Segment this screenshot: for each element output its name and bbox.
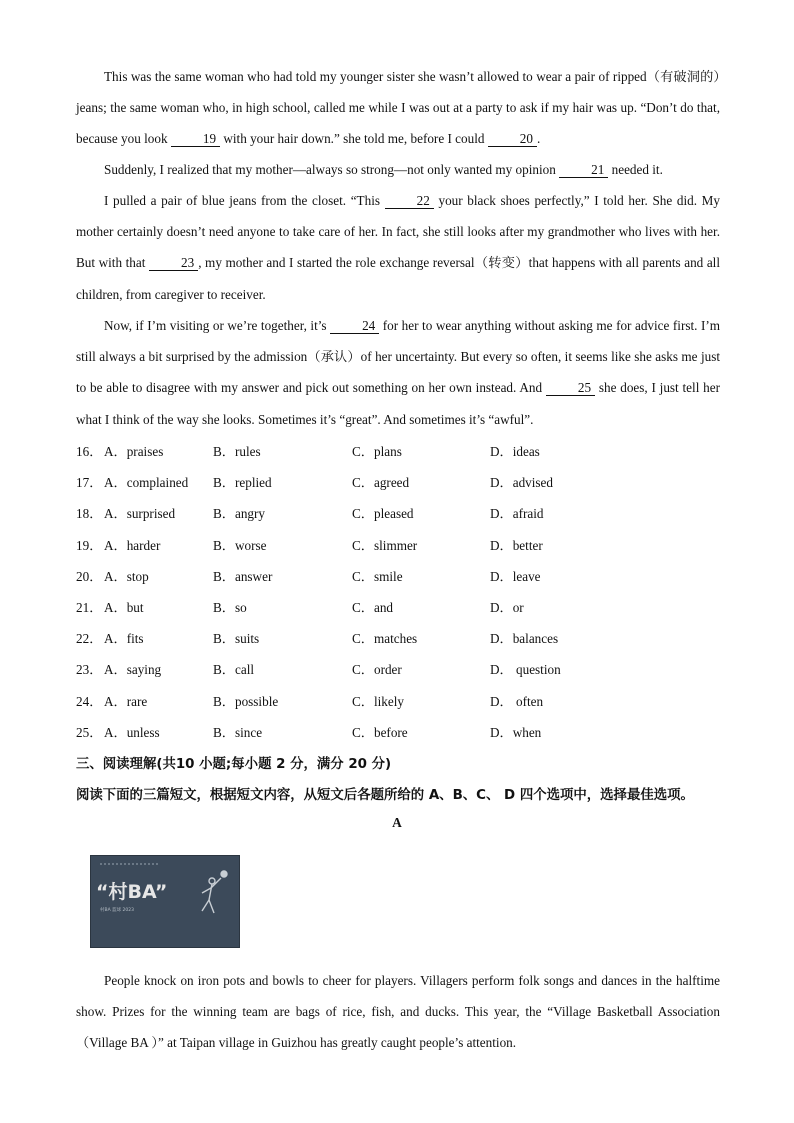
p2-text-1: Suddenly, I realized that my mother—always so strong—not only wanted my opinion: [104, 162, 560, 177]
option-a: A．surprised: [104, 506, 176, 522]
question-19: [76, 530, 720, 561]
option-d: D．when: [490, 724, 542, 740]
option-b: B．replied: [213, 475, 272, 491]
question-20: [76, 561, 720, 592]
passage-paragraph-1: [76, 61, 720, 155]
question-number: 21．: [76, 599, 103, 615]
blank-25: 25: [546, 381, 595, 396]
blank-19: 19: [171, 132, 220, 147]
option-d: D．advised: [490, 475, 553, 491]
option-d: D．better: [490, 537, 543, 553]
option-a: A．praises: [104, 444, 164, 459]
basketball-icon: [221, 871, 227, 877]
village-ba-photo-graphic: [90, 855, 240, 948]
option-c: C．plans: [352, 444, 402, 459]
option-d: D．leave: [490, 568, 541, 584]
blank-22: 22: [385, 194, 434, 209]
question-number: 18．: [76, 506, 103, 522]
p4-text-2: for her to wear anything without asking me for advice first. I’m still always a bit surprised by the admission（承认）of her uncertainty. But every so often, it seems like she asks me just to be able to disagree with my answer and pick out something on her own instead. And: [76, 318, 721, 396]
option-b: B．possible: [213, 693, 279, 709]
blank-24: 24: [330, 319, 379, 334]
option-c: C．pleased: [352, 506, 414, 522]
p1-text-1: This was the same woman who had told my younger sister she wasn’t allowed to wear a pair of ripped（有破洞的）jeans; the same woman who, in high school, called me while I was out at a party to ask if my hair was up. “Don’t do that, because you look: [76, 69, 720, 147]
option-c: C．slimmer: [352, 537, 418, 553]
passage-paragraph-2: [76, 154, 720, 185]
option-b: B．so: [213, 599, 247, 615]
passage-a-label: A: [392, 815, 402, 830]
option-b: B．answer: [213, 568, 273, 584]
question-25: [76, 717, 720, 748]
passage-a-text: People knock on iron pots and bowls to cheer for players. Villagers perform folk songs and dances in the halftime show. Prizes for the winning team are bags of rice, fish, and ducks. This year, the “Village Basketball Association （Village BA ）” at Taipan village in Guizhou has greatly caught people’s attention.: [76, 973, 720, 1051]
option-b: B．call: [213, 662, 255, 678]
fine-print: 村BA 篮球 2023: [100, 908, 134, 913]
option-d: D． often: [490, 693, 544, 709]
option-c: C．agreed: [352, 475, 410, 491]
option-c: C．order: [352, 662, 402, 678]
option-a: A．rare: [104, 693, 148, 709]
option-d: D． question: [490, 662, 561, 678]
option-b: B．suits: [213, 631, 260, 647]
option-a: A．harder: [104, 537, 161, 553]
question-number: 19．: [76, 537, 103, 553]
option-c: C．and: [352, 599, 394, 615]
passage-paragraph-4: [76, 310, 720, 435]
question-number: 17．: [76, 475, 103, 491]
question-number: 22．: [76, 631, 103, 647]
p4-text-1: Now, if I’m visiting or we’re together, it’s: [104, 318, 331, 333]
question-number: 23．: [76, 662, 103, 678]
blank-23: 23: [149, 256, 198, 271]
p3-text-3: , my mother and I started the role exchange reversal（转变）that happens with all parents and all children, from caregiver to receiver.: [76, 255, 721, 302]
question-17: [76, 467, 720, 498]
question-16: [76, 436, 720, 467]
blank-21: 21: [559, 163, 608, 178]
option-c: C．before: [352, 724, 408, 740]
option-c: C．smile: [352, 568, 403, 584]
section-3-title: 三、阅读理解(共10 小题;每小题 2 分，满分 20 分): [76, 757, 392, 772]
option-a: A．unless: [104, 724, 160, 740]
p2-text-2: needed it.: [608, 162, 663, 177]
question-21: [76, 592, 720, 623]
p1-text-3: .: [536, 131, 541, 147]
question-18: [76, 498, 720, 529]
village-ba-photo: [90, 855, 240, 948]
options-list: [76, 436, 720, 748]
p3-text-1: I pulled a pair of blue jeans from the closet. “This: [104, 193, 385, 208]
logo-text: “村BA”: [96, 881, 168, 903]
p4-text-3: she does, I just tell her what I think of the way she looks. Sometimes it’s “great”. And sometimes it’s “awful”.: [76, 380, 720, 427]
question-22: [76, 623, 720, 654]
option-a: A．complained: [104, 475, 189, 491]
option-a: A．fits: [104, 631, 144, 647]
question-23: [76, 654, 720, 685]
p3-text-2: your black shoes perfectly,” I told her. She did. My mother certainly doesn’t need anyone to take care of her. In fact, she still looks after my grandmother who lives with her. But with that: [76, 193, 720, 271]
question-number: 24．: [76, 693, 103, 709]
option-b: B．since: [213, 724, 263, 740]
question-number: 25．: [76, 724, 103, 740]
question-24: [76, 686, 720, 717]
question-number: 20．: [76, 568, 103, 584]
option-d: D．ideas: [490, 444, 540, 459]
blank-20: 20: [488, 132, 537, 147]
option-a: A．but: [104, 599, 144, 615]
option-a: A．stop: [104, 568, 149, 584]
option-b: B．rules: [213, 444, 261, 459]
option-c: C．likely: [352, 693, 405, 709]
option-d: D．afraid: [490, 506, 544, 522]
option-b: B．worse: [213, 537, 267, 553]
option-b: B．angry: [213, 506, 266, 522]
section-3-instructions: 阅读下面的三篇短文，根据短文内容，从短文后各题所给的 A、B、C、 D 四个选项中，选择最佳选项。: [76, 788, 694, 803]
option-a: A．saying: [104, 662, 162, 678]
question-number: 16．: [76, 444, 103, 459]
option-d: D．or: [490, 599, 524, 615]
passage-paragraph-3: [76, 185, 720, 310]
option-c: C．matches: [352, 631, 418, 647]
option-d: D．balances: [490, 631, 559, 647]
p1-text-2: with your hair down.” she told me, before I could: [220, 131, 488, 147]
